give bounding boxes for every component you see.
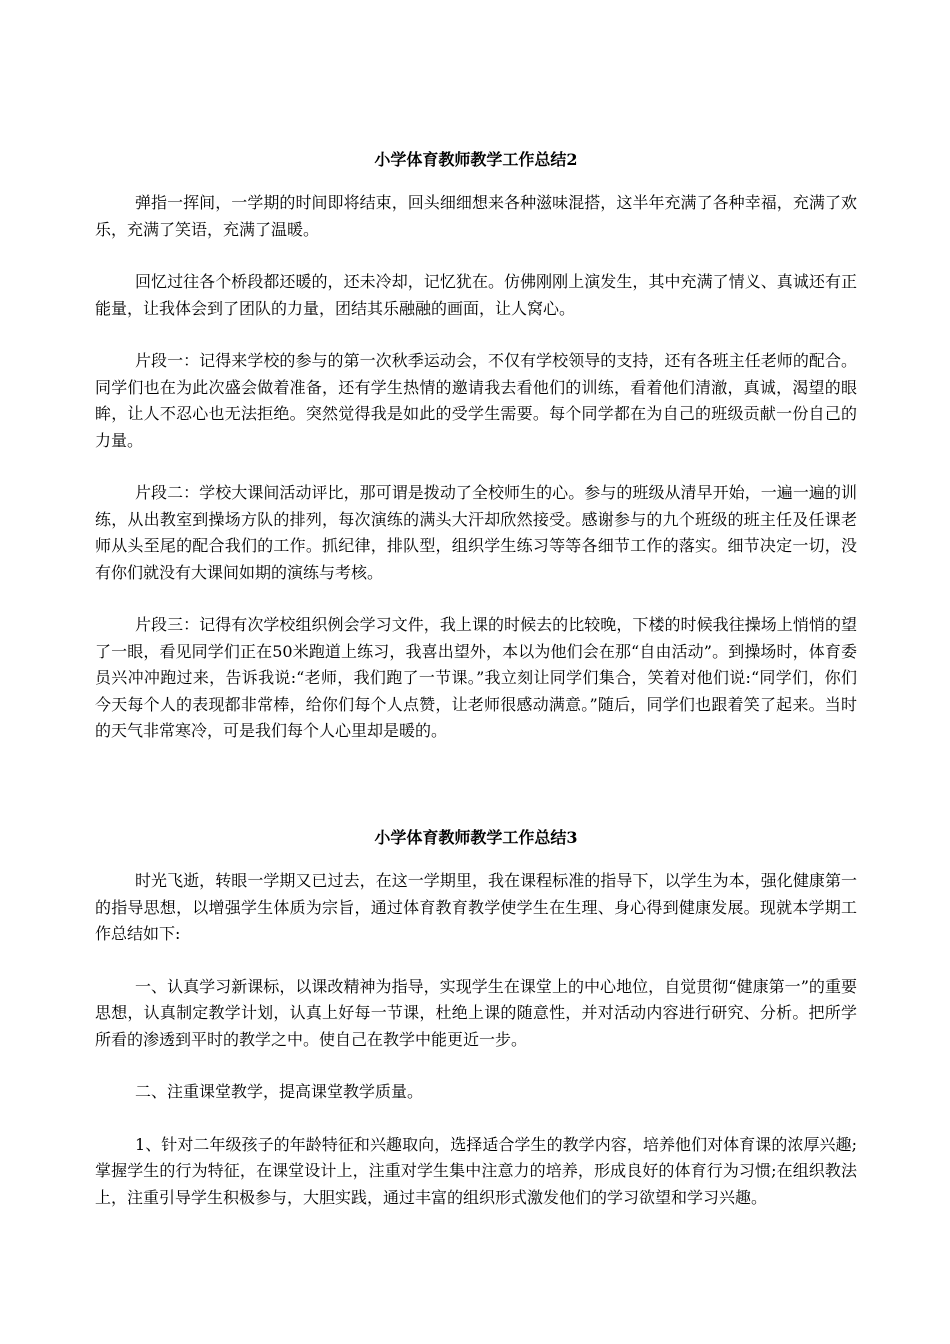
paragraph: 弹指一挥间，一学期的时间即将结束，回头细细想来各种滋味混搭，这半年充满了各种幸福，充满了欢乐，充满了笑语，充满了温暖。 [95,193,857,239]
paragraph: 一、认真学习新课标，以课改精神为指导，实现学生在课堂上的中心地位，自觉贯彻“健康第一”的重要思想，认真制定教学计划，认真上好每一节课，杜绝上课的随意性，并对活动内容进行研究、分析。把所学所看的渗透到平时的教学之中。使自己在教学中能更近一步。 [95,976,857,1049]
paragraph: 回忆过往各个桥段都还暖的，还未冷却，记忆犹在。仿佛刚刚上演发生，其中充满了情义、真诚还有正能量，让我体会到了团队的力量，团结其乐融融的画面，让人窝心。 [95,272,857,318]
paragraph: 片段二：学校大课间活动评比，那可谓是拨动了全校师生的心。参与的班级从清早开始，一遍一遍的训练，从出教室到操场方队的排列，每次演练的满头大汗却欣然接受。感谢参与的九个班级的班主任及任课老师从头至尾的配合我们的工作。抓纪律，排队型，组织学生练习等等各细节工作的落实。细节决定一切，没有你们就没有大课间如期的演练与考核。 [95,483,857,582]
paragraph: 时光飞逝，转眼一学期又已过去，在这一学期里，我在课程标准的指导下，以学生为本，强化健康第一的指导思想，以增强学生体质为宗旨，通过体育教育教学使学生在生理、身心得到健康发展。现就本学期工作总结如下: [95,871,857,943]
summary-section-2 [95,150,857,771]
summary-section-3 [95,828,857,1237]
paragraph: 片段三：记得有次学校组织例会学习文件，我上课的时候去的比较晚，下楼的时候我往操场上悄悄的望了一眼，看见同学们正在50米跑道上练习，我喜出望外，本以为他们会在那“自由活动”。到操场时，体育委员兴冲冲跑过来，告诉我说:“老师，我们跑了一节课。”我立刻让同学们集合，笑着对他们说:“同学们，你们今天每个人的表现都非常棒，给你们每个人点赞，让老师很感动满意。”随后，同学们也跟着笑了起来。当时的天气非常寒冷，可是我们每个人心里却是暖的。 [95,615,857,740]
paragraph: 二、注重课堂教学，提高课堂教学质量。 [135,1082,424,1101]
paragraph: 片段一：记得来学校的参与的第一次秋季运动会，不仅有学校领导的支持，还有各班主任老师的配合。同学们也在为此次盛会做着准备，还有学生热情的邀请我去看他们的训练，看着他们清澈，真诚，渴望的眼眸，让人不忍心也无法拒绝。突然觉得我是如此的受学生需要。每个同学都在为自己的班级贡献一份自己的力量。 [95,351,857,450]
section-title: 小学体育教师教学工作总结3 [374,828,578,847]
paragraph: 1、针对二年级孩子的年龄特征和兴趣取向，选择适合学生的教学内容，培养他们对体育课的浓厚兴趣;掌握学生的行为特征，在课堂设计上，注重对学生集中注意力的培养，形成良好的体育行为习惯;在组织教法上，注重引导学生积极参与，大胆实践，通过丰富的组织形式激发他们的学习欲望和学习兴趣。 [95,1134,857,1207]
section-title: 小学体育教师教学工作总结2 [374,150,578,169]
